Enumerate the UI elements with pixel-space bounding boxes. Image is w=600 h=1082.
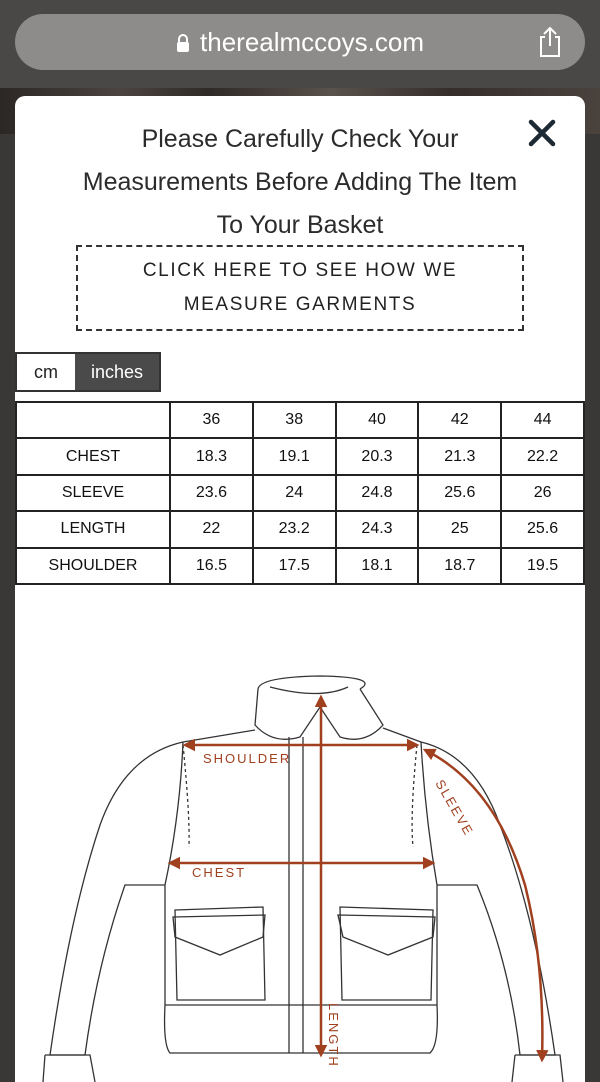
table-cell: 25 bbox=[418, 511, 501, 547]
sleeve-label: SLEEVE bbox=[432, 777, 477, 839]
table-header-cell: 40 bbox=[336, 402, 419, 438]
table-row bbox=[16, 511, 584, 547]
table-cell: 18.7 bbox=[418, 548, 501, 584]
table-header-cell: 36 bbox=[170, 402, 253, 438]
table-cell: 21.3 bbox=[418, 438, 501, 474]
row-label: CHEST bbox=[16, 438, 170, 474]
modal-title bbox=[60, 118, 540, 247]
unit-cm-button[interactable]: cm bbox=[17, 354, 75, 390]
table-cell: 23.6 bbox=[170, 475, 253, 511]
table-cell: 25.6 bbox=[501, 511, 584, 547]
measurement-labels bbox=[192, 751, 477, 1068]
table-cell: 20.3 bbox=[336, 438, 419, 474]
how-we-measure-label: CLICK HERE TO SEE HOW WE MEASURE GARMENTS bbox=[142, 260, 458, 315]
table-row bbox=[16, 438, 584, 474]
table-cell: 19.1 bbox=[253, 438, 336, 474]
jacket-measurement-diagram bbox=[15, 585, 585, 1082]
table-cell: 26 bbox=[501, 475, 584, 511]
row-label: LENGTH bbox=[16, 511, 170, 547]
title-line: To Your Basket bbox=[216, 211, 384, 239]
unit-toggle bbox=[15, 352, 161, 392]
table-cell: 22.2 bbox=[501, 438, 584, 474]
table-header-cell: 38 bbox=[253, 402, 336, 438]
jacket-outline bbox=[43, 676, 563, 1082]
url-text: therealmccoys.com bbox=[200, 26, 424, 57]
table-row bbox=[16, 548, 584, 584]
table-cell: 18.1 bbox=[336, 548, 419, 584]
how-we-measure-link[interactable] bbox=[76, 245, 524, 331]
row-label: SLEEVE bbox=[16, 475, 170, 511]
shoulder-label: SHOULDER bbox=[203, 751, 292, 766]
size-table bbox=[15, 401, 585, 585]
table-cell: 25.6 bbox=[418, 475, 501, 511]
table-header-cell bbox=[16, 402, 170, 438]
row-label: SHOULDER bbox=[16, 548, 170, 584]
length-label: LENGTH bbox=[326, 1003, 341, 1068]
table-cell: 18.3 bbox=[170, 438, 253, 474]
table-row bbox=[16, 475, 584, 511]
table-cell: 16.5 bbox=[170, 548, 253, 584]
table-header-cell: 44 bbox=[501, 402, 584, 438]
table-cell: 24.3 bbox=[336, 511, 419, 547]
unit-inches-button[interactable]: inches bbox=[75, 354, 159, 390]
table-cell: 23.2 bbox=[253, 511, 336, 547]
address-bar[interactable] bbox=[15, 14, 585, 70]
table-cell: 24 bbox=[253, 475, 336, 511]
lock-icon bbox=[176, 34, 190, 52]
table-cell: 17.5 bbox=[253, 548, 336, 584]
share-icon[interactable] bbox=[537, 26, 563, 58]
title-line: Measurements Before Adding The Item bbox=[82, 168, 518, 196]
table-cell: 24.8 bbox=[336, 475, 419, 511]
table-cell: 19.5 bbox=[501, 548, 584, 584]
table-cell: 22 bbox=[170, 511, 253, 547]
table-header-cell: 42 bbox=[418, 402, 501, 438]
table-header-row bbox=[16, 402, 584, 438]
browser-chrome bbox=[0, 0, 600, 88]
chest-label: CHEST bbox=[192, 865, 247, 880]
title-line: Please Carefully Check Your bbox=[141, 125, 459, 153]
